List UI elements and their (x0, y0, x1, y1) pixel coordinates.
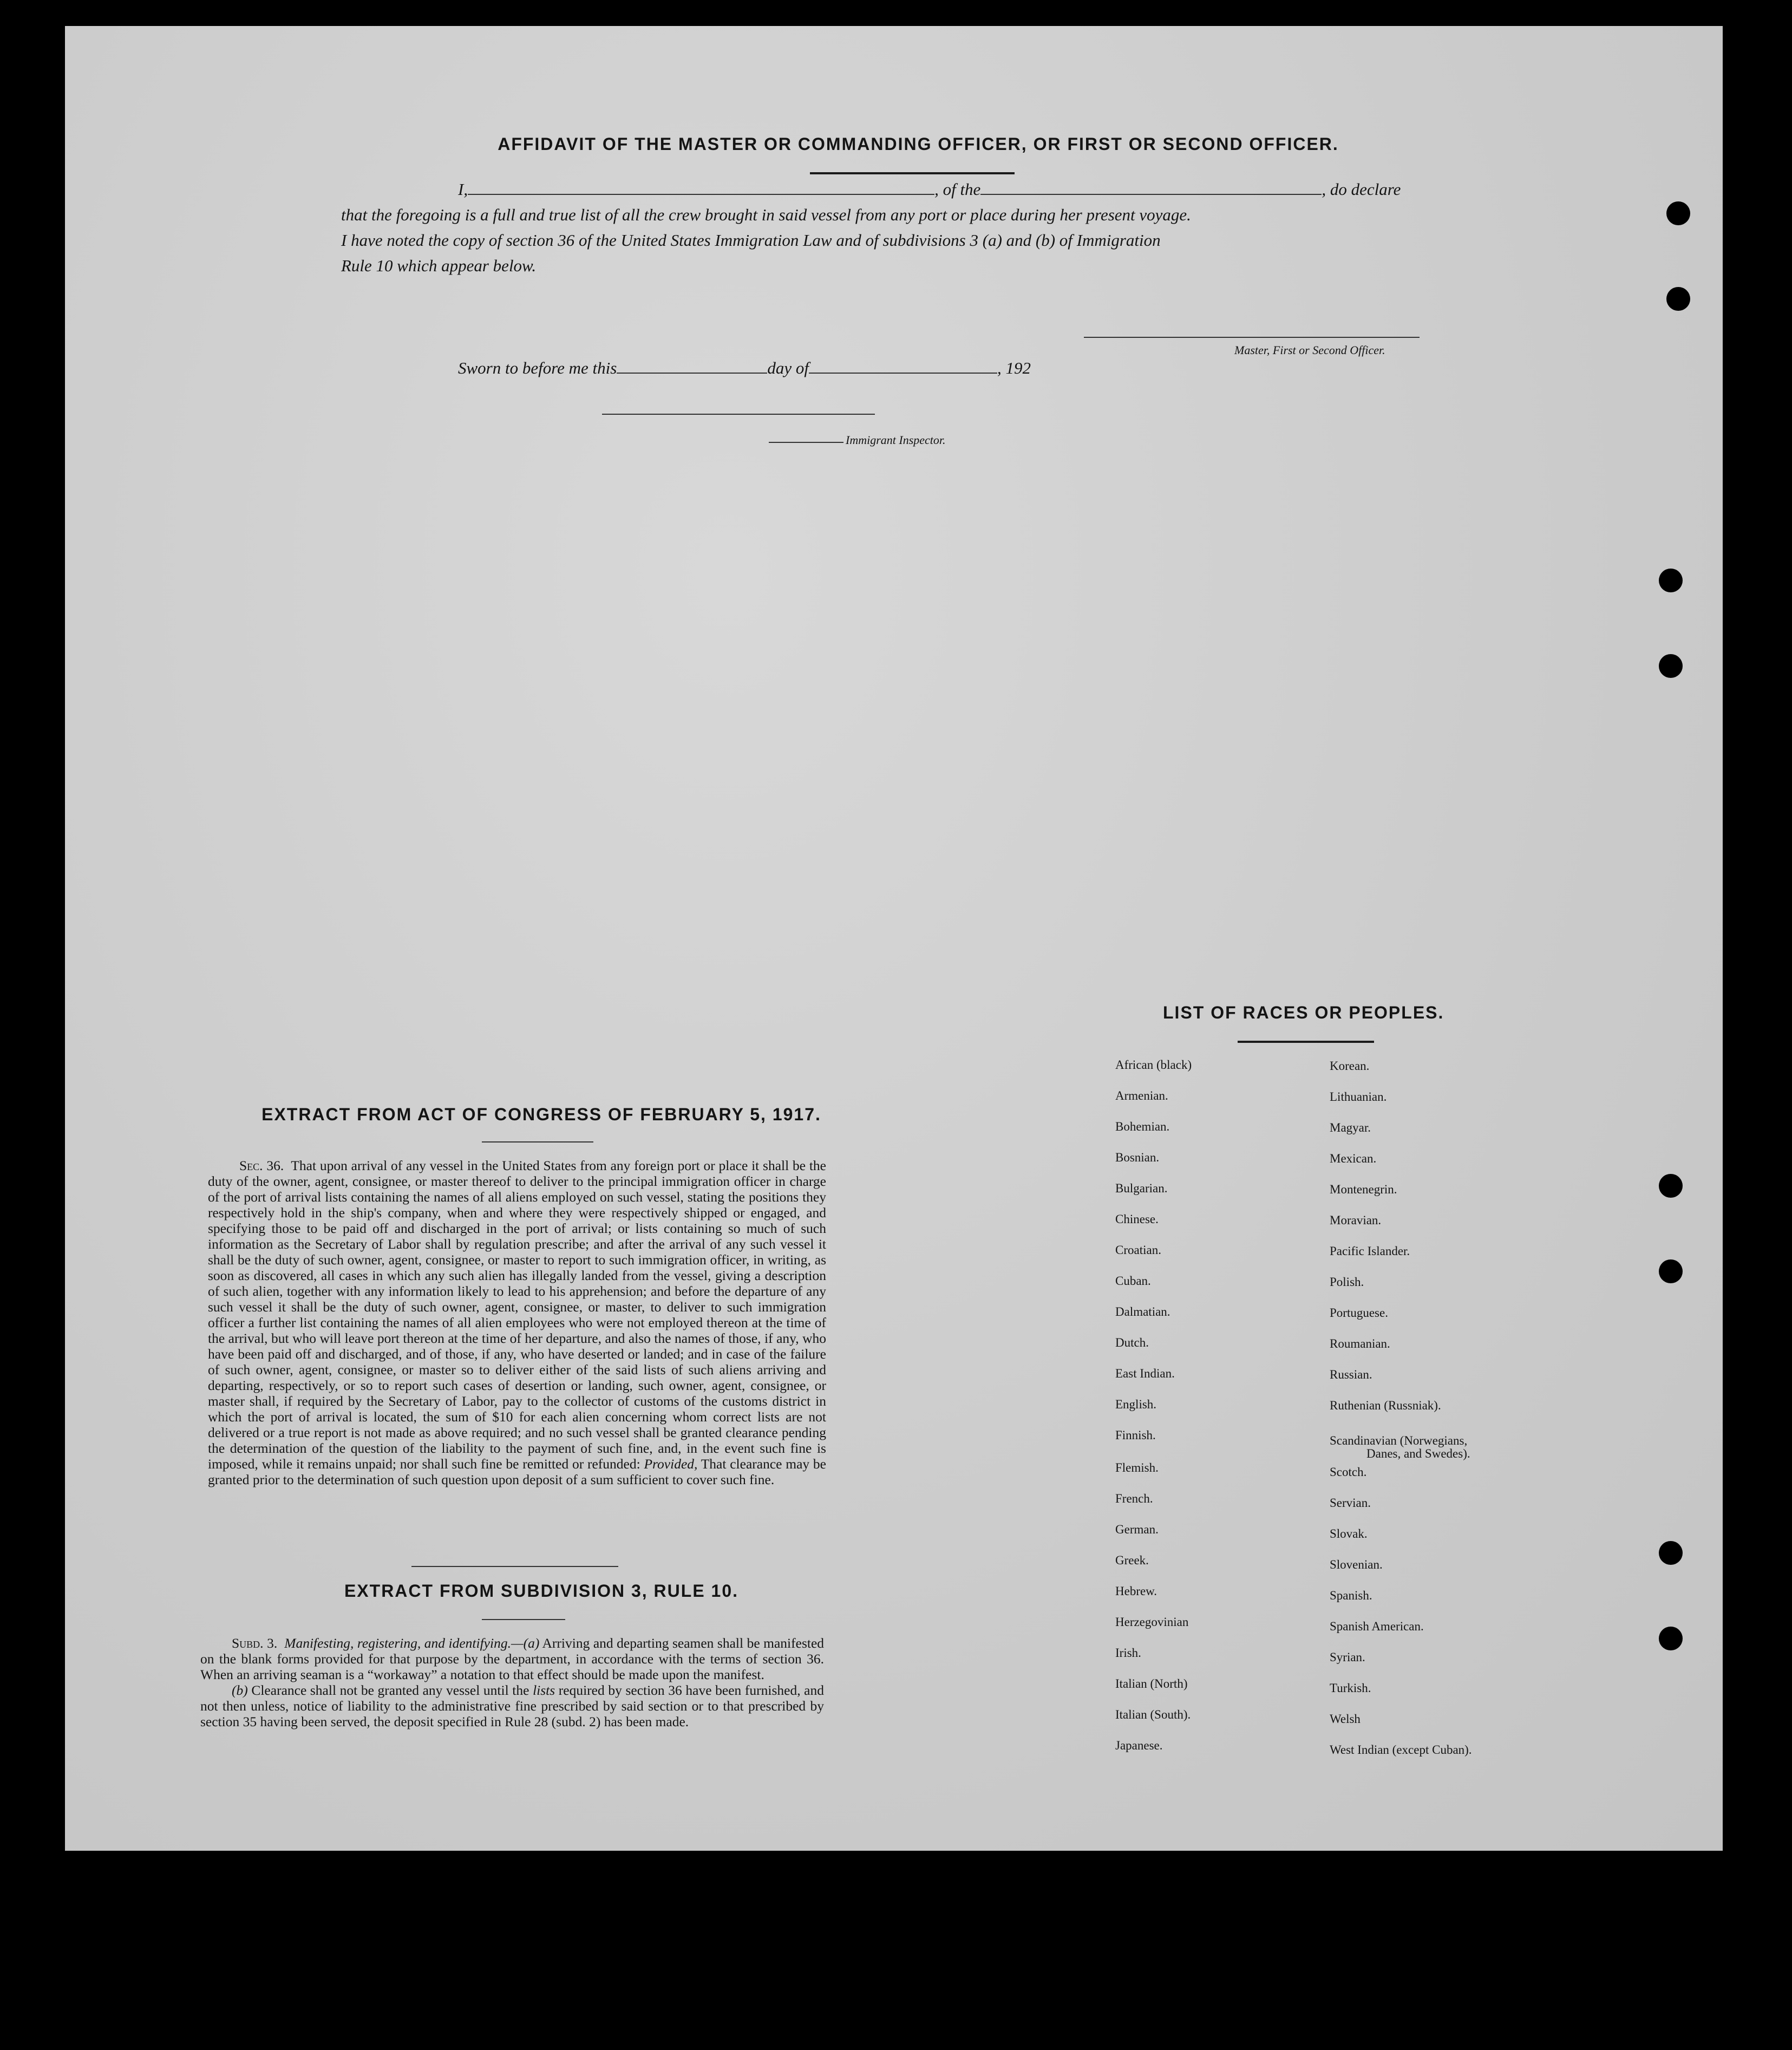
race-item: Bulgarian. (1115, 1181, 1168, 1195)
sworn-day-field[interactable] (617, 357, 767, 374)
declaration-line (341, 177, 1420, 202)
race-item: Irish. (1115, 1646, 1141, 1660)
punch-hole (1666, 201, 1690, 225)
declare-text: , do declare (1322, 180, 1401, 199)
document-page (65, 26, 1723, 1851)
master-signature-label: Master, First or Second Officer. (1234, 343, 1385, 357)
race-item: French. (1115, 1492, 1153, 1505)
sworn-month-field[interactable] (809, 357, 997, 374)
race-item: Lithuanian. (1330, 1090, 1387, 1104)
race-item: West Indian (except Cuban). (1330, 1743, 1472, 1757)
race-item: Dalmatian. (1115, 1305, 1170, 1318)
race-item: Hebrew. (1115, 1584, 1157, 1598)
race-item: Flemish. (1115, 1461, 1159, 1474)
race-item: Spanish American. (1330, 1620, 1424, 1633)
race-item: Polish. (1330, 1275, 1364, 1289)
race-item: Slovenian. (1330, 1558, 1383, 1571)
race-item: Magyar. (1330, 1121, 1371, 1134)
races-title-rule (1238, 1041, 1374, 1043)
race-item: Bosnian. (1115, 1151, 1160, 1164)
race-item: Italian (South). (1115, 1708, 1191, 1721)
punch-hole (1659, 1259, 1683, 1283)
race-item: Ruthenian (Russniak). (1330, 1399, 1441, 1412)
race-item: Cuban. (1115, 1274, 1151, 1288)
rule-title-rule (482, 1619, 565, 1620)
para-b-lists: lists (533, 1682, 555, 1698)
races-title: LIST OF RACES OR PEOPLES. (1163, 1003, 1444, 1022)
title-underline (810, 172, 1015, 174)
race-item: Scandinavian (Norwegians, (1330, 1434, 1468, 1447)
punch-hole (1659, 1541, 1683, 1565)
year-label: , 192 (997, 358, 1031, 377)
race-item: Dutch. (1115, 1336, 1149, 1349)
para-a-body: Arriving and departing seamen shall be manifested on the blank forms provided for that purpose by the department, in accordance with the terms of section 36. When an arriving seaman is a “workaway” a notation to that effect should be made upon the manifest. (200, 1635, 825, 1682)
race-item: Moravian. (1330, 1213, 1382, 1227)
race-item: Servian. (1330, 1496, 1371, 1510)
section-36-text (208, 1158, 826, 1487)
race-item: Turkish. (1330, 1681, 1371, 1695)
vessel-prefix: , of the (934, 180, 981, 199)
inspector-signature-line[interactable] (602, 414, 875, 415)
sworn-line (458, 357, 1031, 378)
vessel-name-field[interactable] (980, 179, 1322, 195)
para-b-label: (b) (232, 1682, 248, 1698)
affidavit-line-4: Rule 10 which appear below. (341, 256, 537, 275)
declarant-prefix: I, (458, 180, 468, 199)
race-item: Finnish. (1115, 1428, 1156, 1442)
race-item: East Indian. (1115, 1367, 1175, 1380)
act-title-rule (482, 1141, 593, 1142)
master-signature-line[interactable] (1084, 337, 1420, 338)
race-item: Chinese. (1115, 1212, 1159, 1226)
inspector-short-line (769, 442, 843, 443)
race-item: Mexican. (1330, 1152, 1377, 1165)
race-item: Portuguese. (1330, 1306, 1388, 1320)
race-item: Scotch. (1330, 1465, 1367, 1479)
proviso-label: Provided, (644, 1456, 698, 1472)
para-b-body-2: required by section 36 have been furnished, and not then unless, notice of liability to the administrative fine prescribed by said section or to that prescribed by section 35 having been served, the deposit specified in Rule 28 (subd. 2) has been made. (200, 1682, 824, 1729)
race-item: Korean. (1330, 1059, 1370, 1073)
race-item: African (black) (1115, 1058, 1192, 1072)
separator-rule (411, 1566, 618, 1567)
race-item: Roumanian. (1330, 1337, 1390, 1350)
race-item: Montenegrin. (1330, 1183, 1397, 1196)
race-item: Slovak. (1330, 1527, 1368, 1540)
affidavit-line-3: I have noted the copy of section 36 of the United States Immigration Law and of subdivisions 3 (a) and (b) of Immigration (341, 231, 1161, 250)
para-b-body-1: Clearance shall not be granted any vessel until the (251, 1682, 529, 1698)
subdivision-3-text (200, 1635, 824, 1729)
section-body: That upon arrival of any vessel in the United States from any foreign port or place it shall be the duty of the owner, agent, consignee, or master thereof to deliver to the principal immigration officer in charge of the port of arrival lists containing the names of all aliens employed on such vessel, stating the positions they respectively hold in the ship's company, when and where they were respectively shipped or engaged, and specifying those to be paid off and discharged in the port of arrival; or lists containing so much of such information as the Secretary of Labor shall by regulation prescribe; and after the arrival of any such vessel it shall be the duty of such owner, agent, consignee, or master to report to such immigration officer, in writing, as soon as discovered, all cases in which any such alien has illegally landed from the vessel, giving a description of such alien, together with any information likely to lead to his apprehension; and before the departure of any such vessel it shall be the duty of such owner, agent, consignee, or master, to deliver to such immigration officer a further list containing the names of all alien employees who were not employed thereon at the time of the arrival, but who will leave port thereon at the time of her departure, and also the names of those, if any, who have been paid off and discharged, and of those, if any, who have deserted or landed; and in case of the failure of such owner, agent, consignee, or master so to deliver either of the said lists of such aliens arriving and departing, respectively, or so to report such cases of desertion or landing, such owner, agent, consignee, or master shall, if required by the Secretary of Labor, pay to the collector of customs of the customs district in which the port of arrival is located, the sum of $10 for each alien concerning whom correct lists are not delivered or a true report is not made as above required; and no such vessel shall be granted clearance pending the determination of the question of the liability to the payment of such fine, and, in the event such fine is imposed, while it remains unpaid; nor shall such fine be remitted or refunded: (208, 1158, 826, 1472)
section-label: Sec. 36. (239, 1158, 284, 1173)
rule-extract-title: EXTRACT FROM SUBDIVISION 3, RULE 10. (344, 1581, 739, 1601)
race-item: Italian (North) (1115, 1677, 1188, 1690)
race-item: Welsh (1330, 1712, 1361, 1726)
proviso-body: That clearance may be granted prior to the determination of such question upon deposit of a sum sufficient to cover such fine. (208, 1456, 826, 1487)
punch-hole (1666, 287, 1690, 311)
race-item: Croatian. (1115, 1243, 1161, 1257)
punch-hole (1659, 1627, 1683, 1650)
subdivision-label: Subd. 3. (232, 1635, 278, 1651)
affidavit-line-2: that the foregoing is a full and true list of all the crew brought in said vessel from any port or place during her present voyage. (341, 205, 1191, 224)
punch-hole (1659, 1174, 1683, 1198)
race-item: German. (1115, 1523, 1159, 1536)
race-item: Danes, and Swedes). (1366, 1447, 1470, 1460)
act-extract-title: EXTRACT FROM ACT OF CONGRESS OF FEBRUARY 5, 1917. (261, 1105, 821, 1124)
race-item: Bohemian. (1115, 1120, 1170, 1133)
sworn-prefix: Sworn to before me this (458, 358, 617, 377)
race-item: English. (1115, 1398, 1157, 1411)
inspector-label: Immigrant Inspector. (846, 433, 946, 447)
punch-hole (1659, 654, 1683, 678)
race-item: Syrian. (1330, 1650, 1365, 1664)
race-item: Pacific Islander. (1330, 1244, 1410, 1258)
day-of-label: day of (767, 358, 809, 377)
race-item: Armenian. (1115, 1089, 1168, 1102)
affidavit-title: AFFIDAVIT OF THE MASTER OR COMMANDING OFFICER, OR FIRST OR SECOND OFFICER. (498, 134, 1339, 154)
para-a-label: —(a) (511, 1635, 540, 1651)
affidavit-text (341, 177, 1420, 278)
race-item: Japanese. (1115, 1739, 1163, 1752)
race-item: Spanish. (1330, 1589, 1372, 1602)
declarant-name-field[interactable] (468, 179, 934, 195)
race-item: Herzegovinian (1115, 1615, 1189, 1629)
punch-hole (1659, 569, 1683, 592)
subdivision-heading: Manifesting, registering, and identifying. (284, 1635, 511, 1651)
race-item: Greek. (1115, 1553, 1149, 1567)
race-item: Russian. (1330, 1368, 1372, 1381)
